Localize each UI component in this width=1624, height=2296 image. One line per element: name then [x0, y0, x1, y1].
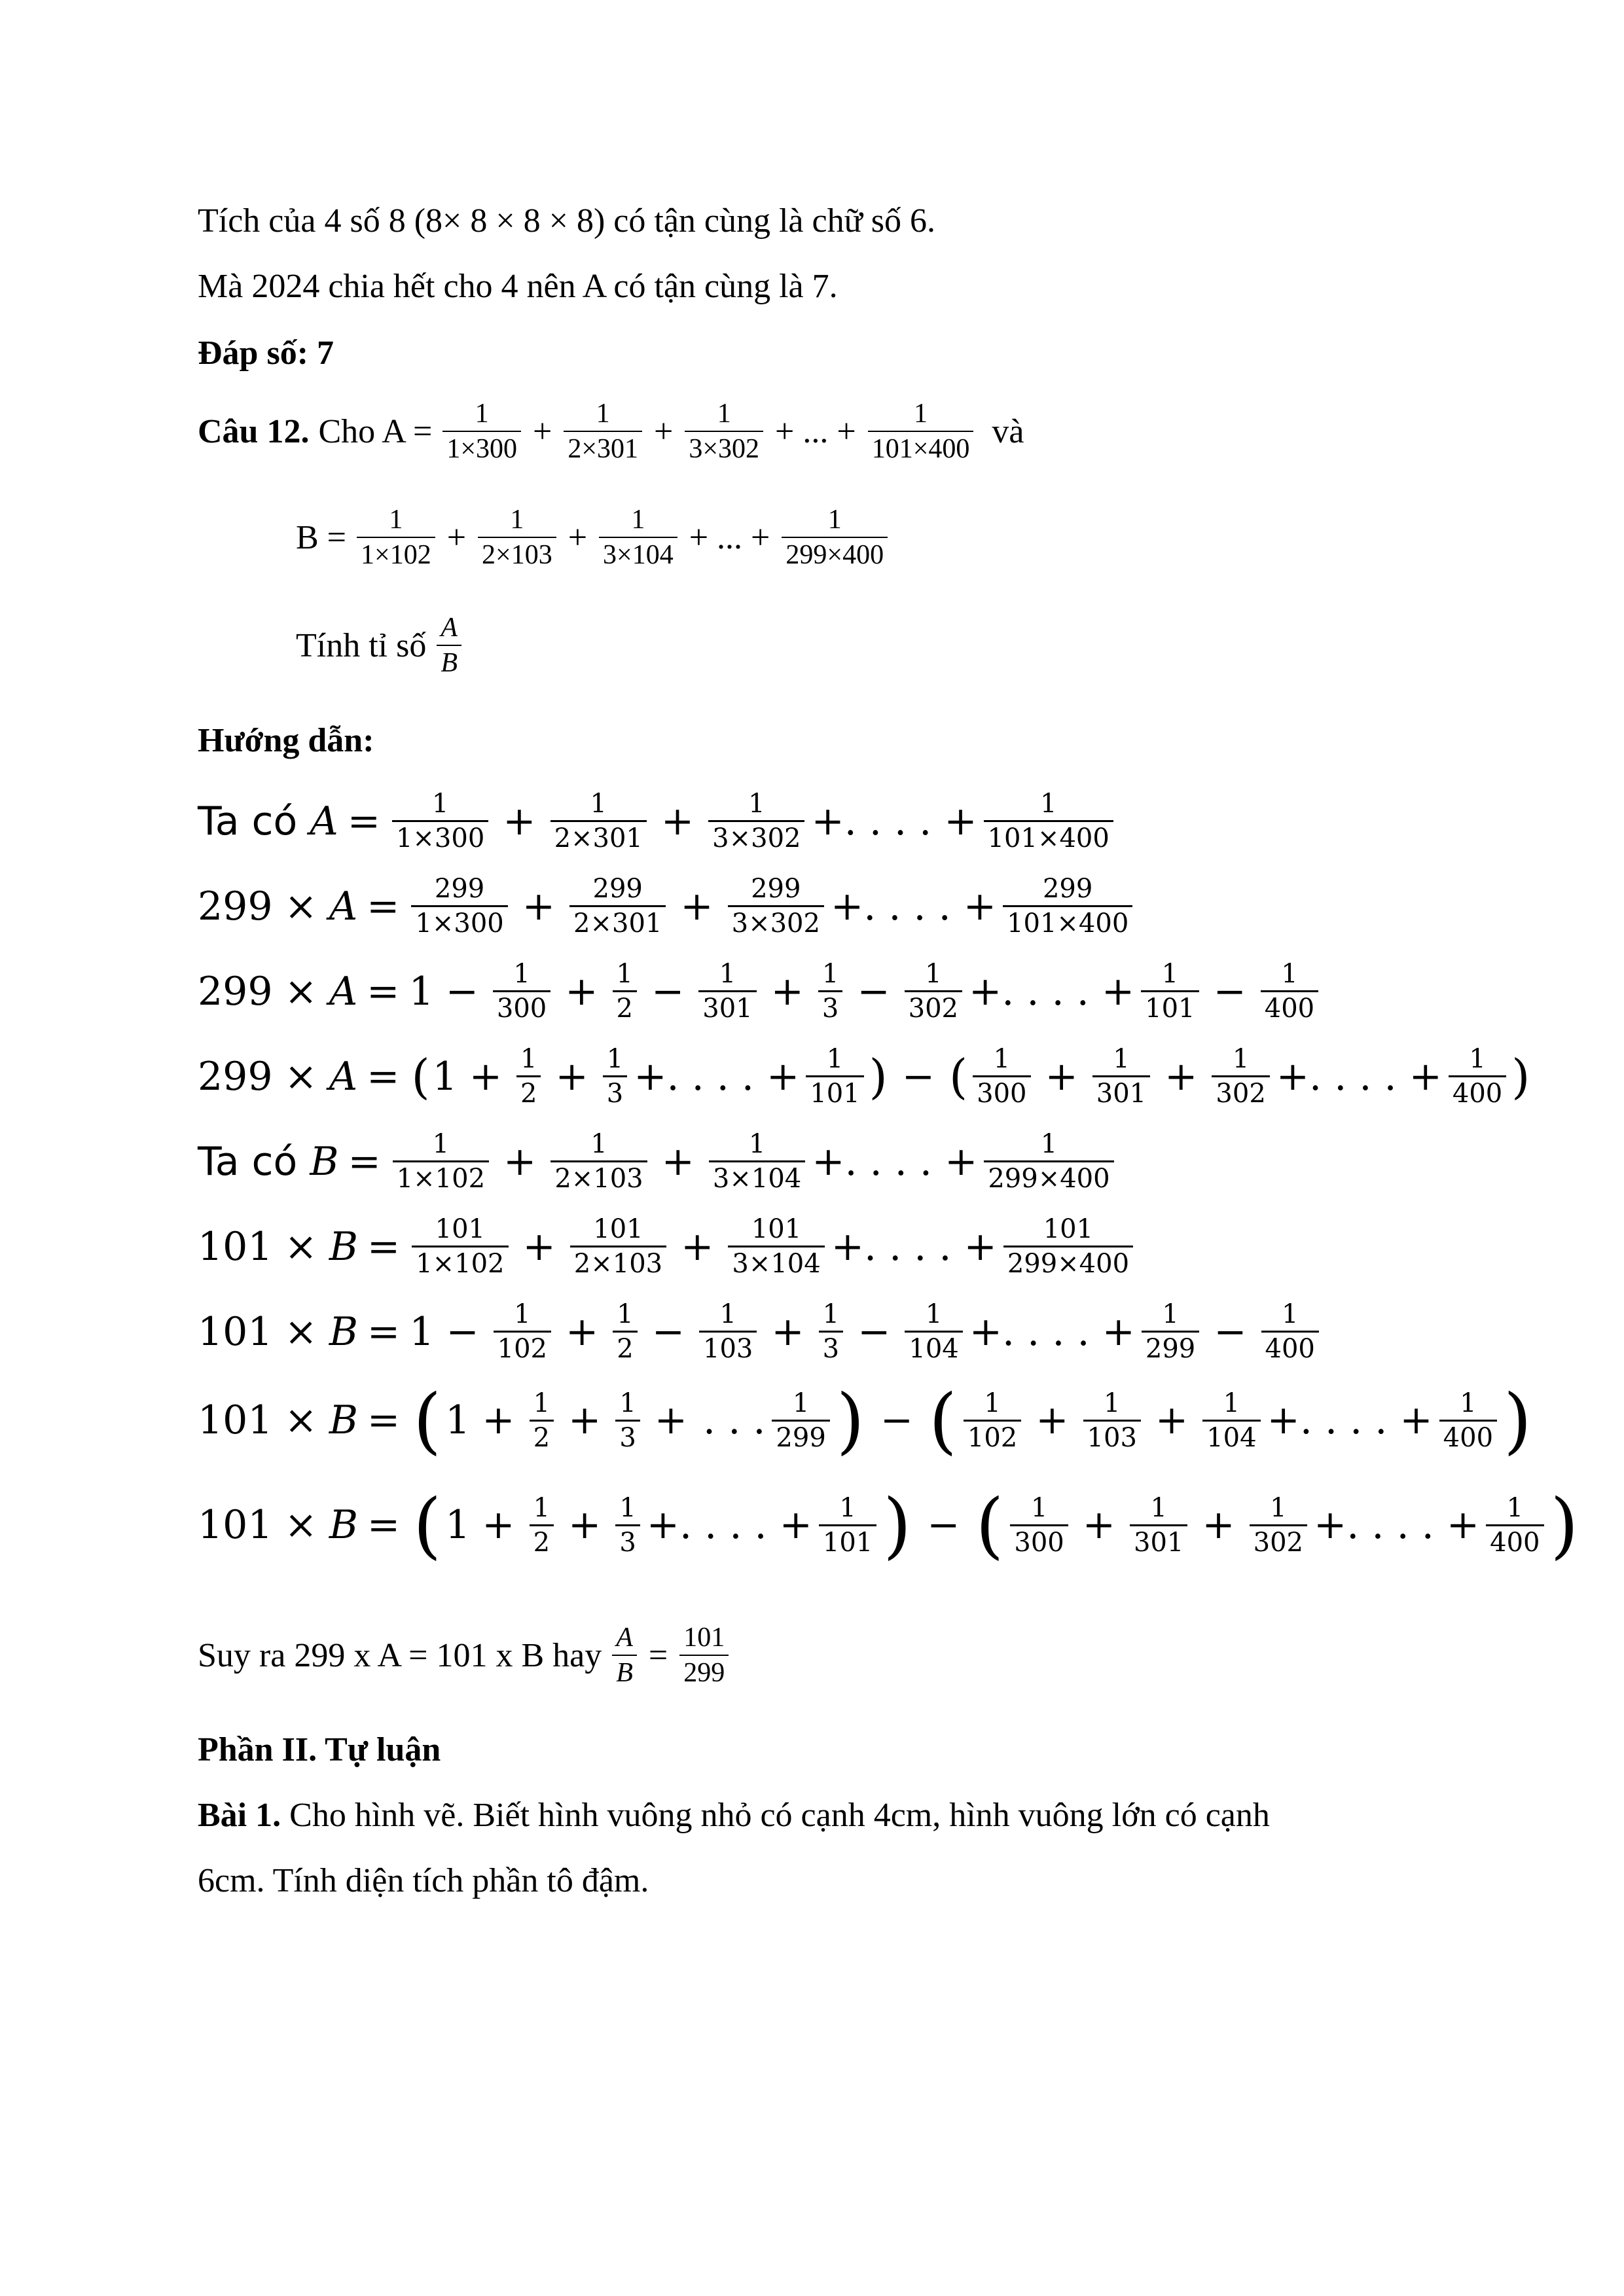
fraction: $\frac{101}{3\times 104}$: [728, 1214, 824, 1279]
guide-row-7: 101 × B = 1 − $\frac{1}{102}$ + $\frac{1}{2}$ − $\frac{1}{103}$ + $\frac{1}{3}$ − $\frac{1}{104}$ +. . . . + $\frac{1}{299}$ − $\frac{1}{400}$: [198, 1299, 1322, 1364]
tinh-text: Tính tỉ số: [296, 626, 427, 664]
fraction: $\frac{101}{2\times 103}$: [570, 1214, 666, 1279]
guide-row-1: Ta có A = $\frac{1}{1\times 300}$ + $\frac{1}{2\times 301}$ + $\frac{1}{3\times 302}$ +. . . . + $\frac{1}{101\times 400}$: [198, 789, 1116, 853]
fraction: $\frac{1}{301}$: [1092, 1044, 1150, 1109]
fraction: $\frac{101}{299\times 400}$: [1003, 1214, 1133, 1279]
ratio-a-b: $\frac{A}{B}$: [612, 1622, 637, 1689]
b-term-1: $\frac{1}{1\times 102}$: [357, 504, 435, 571]
fraction: $\frac{1}{300}$: [1010, 1493, 1068, 1558]
fraction: $\frac{1}{302}$: [1212, 1044, 1269, 1109]
fraction: $\frac{1}{103}$: [1083, 1388, 1141, 1453]
fraction: $\frac{1}{104}$: [905, 1299, 962, 1364]
bai1-text-1: Cho hình vẽ. Biết hình vuông nhỏ có cạnh 4cm, hình vuông lớn có cạnh: [289, 1797, 1270, 1834]
guide-row-5: Ta có B = $\frac{1}{1\times 102}$ + $\frac{1}{2\times 103}$ + $\frac{1}{3\times 104}$ +. . . . + $\frac{1}{299\times 400}$: [198, 1129, 1117, 1194]
fraction: $\frac{1}{2\times 103}$: [550, 1129, 647, 1194]
fraction: $\frac{1}{2}$: [613, 1299, 637, 1364]
part2-heading: Phần II. Tự luận: [198, 1731, 441, 1768]
question-task: [296, 612, 464, 679]
b-term-3: $\frac{1}{3\times 104}$: [599, 504, 677, 571]
fraction: $\frac{299}{2\times 301}$: [569, 874, 666, 939]
guide-row-8: 101 × B = ( 1 + $\frac{1}{2}$ + $\frac{1}{3}$ + . . . $\frac{1}{299}$ ) − ( $\frac{1}{102}$ + $\frac{1}{103}$ + $\frac{1}{104}$ +. . . . + $\frac{1}{400}$ ): [198, 1378, 1532, 1462]
intro-line-1: Tích của 4 số 8 (8× 8 × 8 × 8) có tận cùng là chữ số 6.: [198, 202, 936, 240]
fraction: $\frac{1}{101\times 400}$: [984, 789, 1113, 853]
fraction: $\frac{1}{3\times 104}$: [709, 1129, 805, 1194]
fraction: $\frac{1}{301}$: [698, 959, 756, 1024]
fraction: $\frac{1}{3}$: [603, 1044, 627, 1109]
fraction: $\frac{1}{302}$: [1250, 1493, 1307, 1558]
bai1-label: Bài 1.: [198, 1797, 281, 1834]
fraction: $\frac{1}{400}$: [1449, 1044, 1506, 1109]
fraction: $\frac{1}{102}$: [494, 1299, 551, 1364]
fraction: $\frac{1}{400}$: [1261, 959, 1318, 1024]
fraction: $\frac{299}{101\times 400}$: [1003, 874, 1132, 939]
fraction: $\frac{1}{3}$: [615, 1493, 640, 1558]
fraction: $\frac{1}{3}$: [819, 1299, 843, 1364]
a-term-last: $\frac{1}{101\times 400}$: [868, 398, 974, 465]
fraction: $\frac{1}{301}$: [1130, 1493, 1187, 1558]
fraction: $\frac{1}{2}$: [613, 959, 637, 1024]
guide-row-6: 101 × B = $\frac{101}{1\times 102}$ + $\frac{101}{2\times 103}$ + $\frac{101}{3\times 104}$ +. . . . + $\frac{101}{299\times 400}$: [198, 1214, 1136, 1279]
guide-heading: Hướng dẫn:: [198, 722, 374, 759]
conclusion-text: Suy ra 299 x A = 101 x B hay: [198, 1636, 602, 1674]
conclusion-line: Suy ra 299 x A = 101 x B hay $\frac{A}{B}$ = $\frac{101}{299}$: [198, 1622, 731, 1689]
fraction: $\frac{299}{1\times 300}$: [411, 874, 507, 939]
guide-row-4: 299 × A = ( 1 + $\frac{1}{2}$ + $\frac{1}{3}$ +. . . . + $\frac{1}{101}$ ) − ( $\frac{1}{300}$ + $\frac{1}{301}$ + $\frac{1}{302}$ +. . . . + $\frac{1}{400}$ ): [198, 1044, 1530, 1109]
fraction: $\frac{299}{3\times 302}$: [728, 874, 824, 939]
question-b-definition: B = $\frac{1}{1\times 102}$ + $\frac{1}{2\times 103}$ + $\frac{1}{3\times 104}$ + ... + $\frac{1}{299\times 400}$: [296, 504, 890, 571]
fraction: $\frac{1}{2\times 301}$: [550, 789, 647, 853]
fraction: $\frac{1}{1\times 102}$: [393, 1129, 489, 1194]
a-term-1: $\frac{1}{1\times 300}$: [442, 398, 521, 465]
fraction: $\frac{1}{300}$: [973, 1044, 1030, 1109]
fraction: $\frac{1}{104}$: [1202, 1388, 1260, 1453]
fraction: $\frac{1}{400}$: [1439, 1388, 1497, 1453]
fraction: $\frac{1}{101}$: [1141, 959, 1199, 1024]
fraction: $\frac{1}{101}$: [806, 1044, 863, 1109]
fraction: $\frac{1}{300}$: [493, 959, 550, 1024]
fraction: $\frac{1}{2}$: [530, 1493, 554, 1558]
fraction: $\frac{1}{299}$: [772, 1388, 829, 1453]
fraction: $\frac{1}{3\times 302}$: [708, 789, 804, 853]
fraction: $\frac{1}{299\times 400}$: [984, 1129, 1113, 1194]
fraction: $\frac{1}{299}$: [1142, 1299, 1199, 1364]
result-fraction: $\frac{101}{299}$: [679, 1622, 729, 1689]
fraction: $\frac{1}{3}$: [818, 959, 842, 1024]
va-text: và: [992, 412, 1024, 450]
intro-line-2: Mà 2024 chia hết cho 4 nên A có tận cùng là 7.: [198, 268, 838, 305]
bai1-line-1: [198, 1799, 1270, 1833]
question-a-definition: Câu 12. Cho A = $\frac{1}{1\times 300}$ + $\frac{1}{2\times 301}$ + $\frac{1}{3\times 302}$ + ... + $\frac{1}{101\times 400}$ và: [198, 399, 1024, 465]
b-eq-text: B =: [296, 518, 347, 556]
fraction: $\frac{1}{400}$: [1486, 1493, 1543, 1558]
fraction: $\frac{1}{3}$: [615, 1388, 640, 1453]
answer-line: Đáp số: 7: [198, 334, 334, 372]
fraction: $\frac{1}{2}$: [516, 1044, 541, 1109]
cho-a-text: Cho A =: [318, 412, 433, 450]
a-term-2: $\frac{1}{2\times 301}$: [564, 398, 642, 465]
guide-row-3: 299 × A = 1 − $\frac{1}{300}$ + $\frac{1}{2}$ − $\frac{1}{301}$ + $\frac{1}{3}$ − $\frac{1}{302}$ +. . . . + $\frac{1}{101}$ − $\frac{1}{400}$: [198, 959, 1321, 1024]
question-label: Câu 12.: [198, 412, 310, 450]
bai1-line-2: 6cm. Tính diện tích phần tô đậm.: [198, 1862, 649, 1899]
fraction: $\frac{1}{102}$: [964, 1388, 1021, 1453]
ratio-a-b: $\frac{A}{B}$: [437, 612, 461, 679]
b-term-2: $\frac{1}{2\times 103}$: [478, 504, 556, 571]
fraction: $\frac{1}{103}$: [699, 1299, 757, 1364]
fraction: $\frac{1}{1\times 300}$: [392, 789, 488, 853]
guide-row-9: 101 × B = ( 1 + $\frac{1}{2}$ + $\frac{1}{3}$ +. . . . + $\frac{1}{101}$ ) − ( $\frac{1}{300}$ + $\frac{1}{301}$ + $\frac{1}{302}$ +. . . . + $\frac{1}{400}$ ): [198, 1483, 1579, 1567]
fraction: $\frac{101}{1\times 102}$: [412, 1214, 508, 1279]
fraction: $\frac{1}{302}$: [905, 959, 962, 1024]
guide-row-2: 299 × A = $\frac{299}{1\times 300}$ + $\frac{299}{2\times 301}$ + $\frac{299}{3\times 302}$ +. . . . + $\frac{299}{101\times 400}$: [198, 874, 1135, 939]
b-term-last: $\frac{1}{299\times 400}$: [782, 504, 888, 571]
fraction: $\frac{1}{101}$: [819, 1493, 876, 1558]
a-term-3: $\frac{1}{3\times 302}$: [685, 398, 763, 465]
fraction: $\frac{1}{2}$: [530, 1388, 554, 1453]
fraction: $\frac{1}{400}$: [1261, 1299, 1319, 1364]
